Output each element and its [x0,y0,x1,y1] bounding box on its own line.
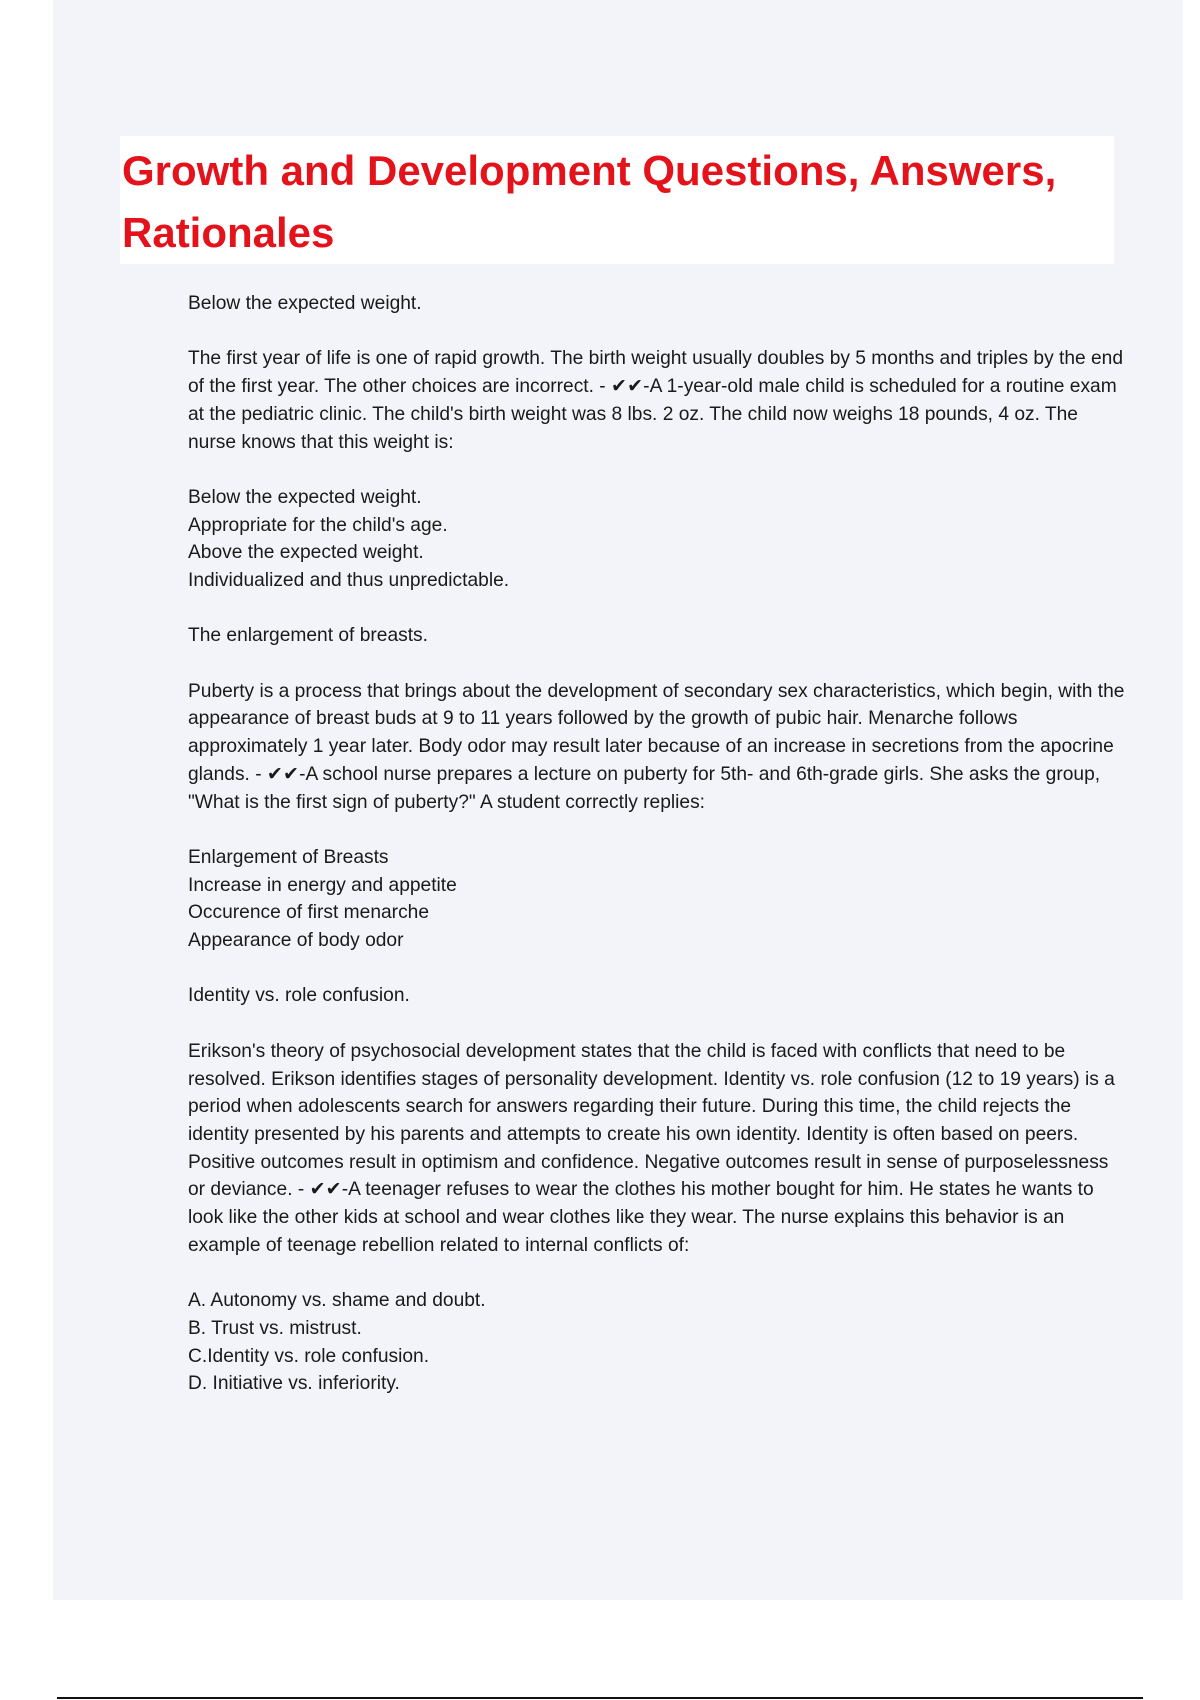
options-list [188,844,1128,955]
rationale-paragraph: Puberty is a process that brings about the development of secondary sex characteristics, which begin, with the appearance of breast buds at 9 to 11 years followed by the growth of pubic hair. Menarche follows approximately 1 year later. Body odor may result later because of an increase in secretions from the apocrine glands. - ✔✔-A school nurse prepares a lecture on puberty for 5th- and 6th-grade girls. She asks the group, "What is the first sign of puberty?" A student correctly replies: [188,680,1125,813]
bottom-divider [57,1697,1143,1699]
answer-paragraph: Below the expected weight. [188,293,422,314]
rationale-paragraph: Erikson's theory of psychosocial development states that the child is faced with conflicts that need to be resolved. Erikson identifies stages of personality development. Identity vs. role confusion (12 to 19 years) is a period when adolescents search for answers regarding their future. During this time, the child rejects the identity presented by his parents and attempts to create his own identity. Identity is often based on peers. Positive outcomes result in optimism and confidence. Negative outcomes result in sense of purposelessness or deviance. - ✔✔-A teenager refuses to wear the clothes his mother bought for him. He states he wants to look like the other kids at school and wear clothes like they wear. The nurse explains this behavior is an example of teenage rebellion related to internal conflicts of: [188,1040,1115,1256]
option-item: Individualized and thus unpredictable. [188,570,510,591]
answer-paragraph: The enlargement of breasts. [188,625,428,647]
option-item: C.Identity vs. role confusion. [188,1345,430,1367]
option-item: D. Initiative vs. inferiority. [188,1373,400,1395]
option-item: A. Autonomy vs. shame and doubt. [188,1290,486,1312]
options-list [188,484,1128,595]
option-item: Increase in energy and appetite [188,874,457,896]
rationale-paragraph: The first year of life is one of rapid growth. The birth weight usually doubles by 5 months and triples by the end of the first year. The other choices are incorrect. - ✔✔-A 1-year-old male child is scheduled for a routine exam at the pediatric clinic. The child's birth weight was 8 lbs. 2 oz. The child now weighs 18 pounds, 4 oz. The nurse knows that this weight is: [188,348,1124,453]
title-box [120,136,1114,264]
document-body [188,290,1128,1426]
option-item: Appropriate for the child's age. [188,514,448,536]
option-item: Occurence of first menarche [188,902,430,924]
option-item: Below the expected weight. [188,486,422,508]
option-item: B. Trust vs. mistrust. [188,1317,362,1339]
option-item: Enlargement of Breasts [188,846,389,868]
answer-paragraph: Identity vs. role confusion. [188,985,410,1007]
option-item: Appearance of body odor [188,930,404,952]
document-title: Growth and Development Questions, Answers, Rationales [122,147,1057,256]
option-item: Above the expected weight. [188,542,424,564]
options-list [188,1287,1128,1398]
